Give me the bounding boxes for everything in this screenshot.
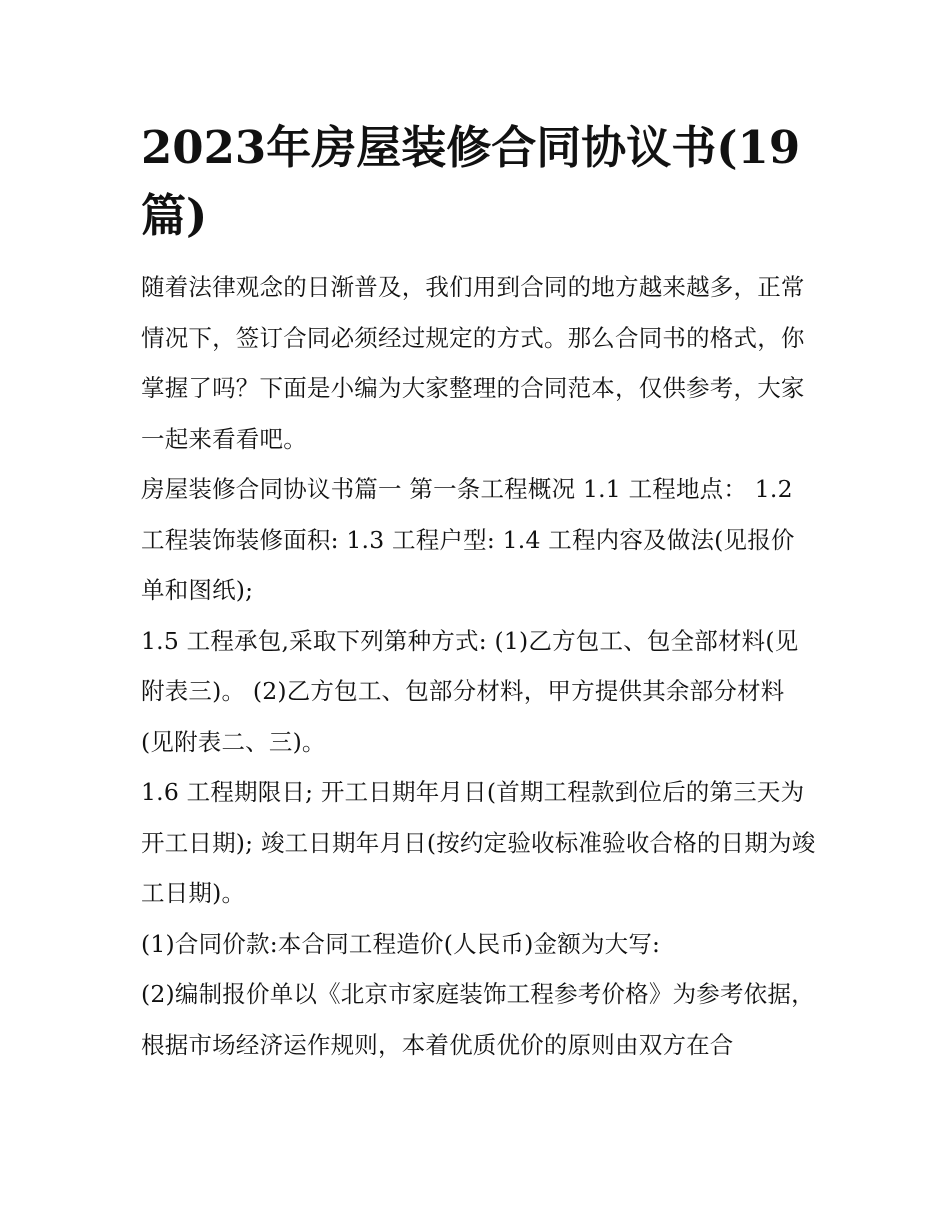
paragraph-section-1-5: 1.5 工程承包,采取下列第种方式: (1)乙方包工、包全部材料(见附表三)。 (2)乙方包工、包部分材料，甲方提供其余部分材料(见附表二、三)。 [141, 626, 799, 756]
document-body [141, 114, 816, 1070]
paragraph-quotation: (2)编制报价单以《北京市家庭装饰工程参考价格》为参考依据，根据市场经济运作规则，本着优质优价的原则由双方在合 [141, 980, 815, 1059]
paragraph-contract-price: (1)合同价款:本合同工程造价(人民币)金额为大写: [141, 929, 661, 958]
paragraph-section-1: 房屋装修合同协议书篇一 第一条工程概况 1.1 工程地点： 1.2 工程装饰装修面积: 1.3 工程户型: 1.4 工程内容及做法(见报价单和图纸); [141, 475, 795, 604]
paragraph-intro: 随着法律观念的日渐普及，我们用到合同的地方越来越多，正常情况下，签订合同必须经过规定的方式。那么合同书的格式，你掌握了吗？下面是小编为大家整理的合同范本，仅供参考，大家一起来看看吧。 [141, 273, 805, 453]
paragraph-section-1-6: 1.6 工程期限日; 开工日期年月日(首期工程款到位后的第三天为开工日期); 竣工日期年月日(按约定验收标准验收合格的日期为竣工日期)。 [141, 778, 816, 907]
document-title: 2023年房屋装修合同协议书(19篇) [141, 121, 801, 242]
